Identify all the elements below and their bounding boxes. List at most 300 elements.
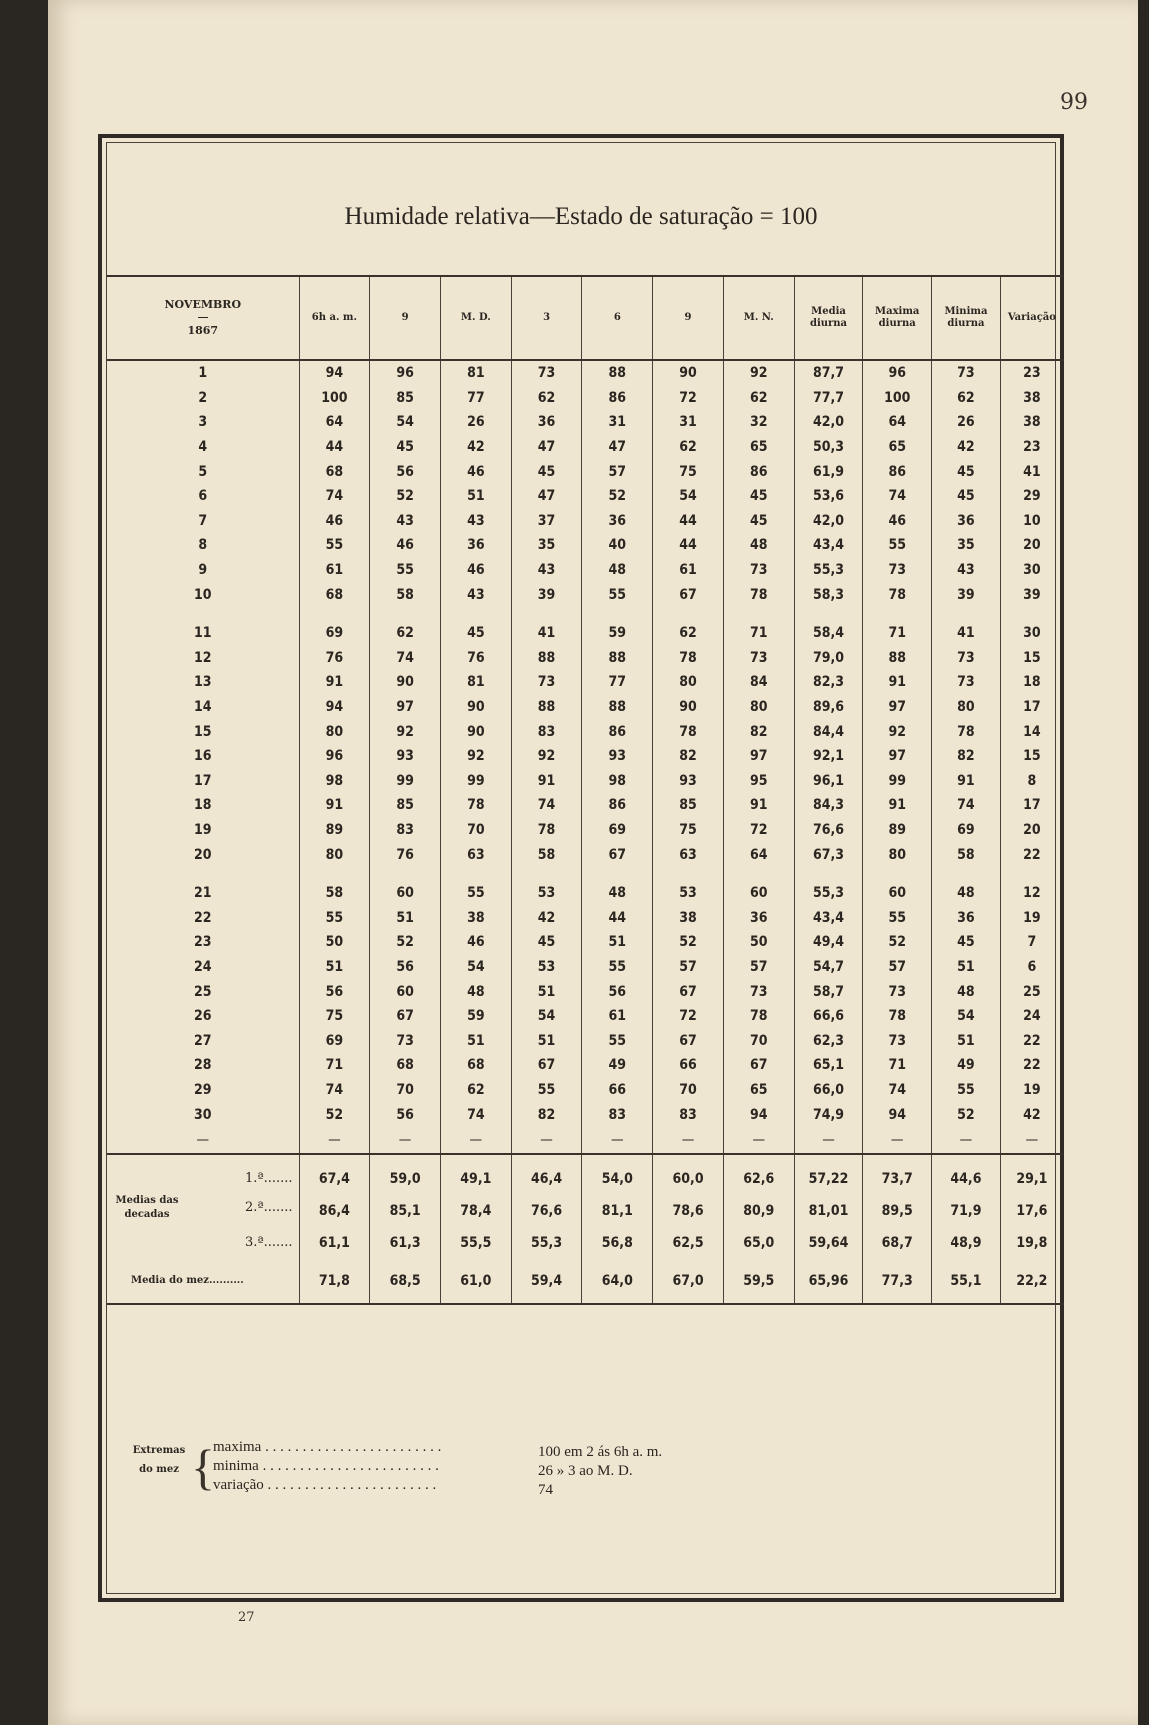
value-cell: 44: [653, 509, 724, 534]
separator-cell: [932, 1304, 1001, 1311]
separator-cell: [653, 1304, 724, 1311]
value-cell: 85: [370, 386, 441, 411]
value-cell: 54,0: [582, 1163, 653, 1195]
value-cell: 42,0: [794, 509, 863, 534]
value-cell: 31: [582, 410, 653, 435]
value-cell: 67,4: [299, 1163, 370, 1195]
value-cell: 36: [932, 905, 1001, 930]
value-cell: 51: [932, 955, 1001, 980]
value-cell: 58,3: [794, 582, 863, 607]
value-cell: 43: [511, 558, 582, 583]
value-cell: 67: [653, 582, 724, 607]
separator-cell: [932, 1154, 1001, 1163]
day-cell: 9: [198, 562, 208, 579]
value-cell: 99: [440, 769, 511, 794]
value-cell: 59: [582, 621, 653, 646]
table-row: [107, 558, 1063, 583]
value-cell: 81,1: [582, 1195, 653, 1227]
value-cell: 83: [582, 1102, 653, 1127]
value-cell: 53: [653, 881, 724, 906]
value-cell: 77: [582, 670, 653, 695]
extreme-value: 100 em 2 ás 6h a. m.: [538, 1444, 663, 1460]
value-cell: 18: [1000, 670, 1063, 695]
value-cell: 40: [582, 533, 653, 558]
value-cell: 96: [299, 744, 370, 769]
value-cell: 82,3: [794, 670, 863, 695]
value-cell: 66: [582, 1078, 653, 1103]
value-cell: 70: [723, 1028, 794, 1053]
table-row: [107, 1053, 1063, 1078]
brace-icon: {: [191, 1439, 215, 1495]
value-cell: 80,9: [723, 1195, 794, 1227]
value-cell: 67: [511, 1053, 582, 1078]
col-header: Media diurna: [794, 276, 863, 360]
day-cell: 20: [193, 846, 212, 863]
col-header: Variação: [1000, 276, 1063, 360]
value-cell: 54: [653, 484, 724, 509]
value-cell: 86: [723, 459, 794, 484]
value-cell: 69: [582, 818, 653, 843]
dash-row: [107, 1127, 1063, 1154]
decade-label: [107, 1195, 299, 1227]
value-cell: 78,4: [440, 1195, 511, 1227]
value-cell: 70: [653, 1078, 724, 1103]
value-cell: 96: [370, 360, 441, 386]
value-cell: 44,6: [932, 1163, 1001, 1195]
value-cell: 54: [932, 1004, 1001, 1029]
dash-cell: —: [863, 1127, 932, 1154]
value-cell: 39: [511, 582, 582, 607]
value-cell: 51: [299, 955, 370, 980]
separator-cell: [582, 1154, 653, 1163]
value-cell: 59: [440, 1004, 511, 1029]
value-cell: 62,6: [723, 1163, 794, 1195]
value-cell: 36: [511, 410, 582, 435]
value-cell: 59,5: [723, 1259, 794, 1304]
value-cell: 62,3: [794, 1028, 863, 1053]
value-cell: 41: [932, 621, 1001, 646]
value-cell: 43: [440, 582, 511, 607]
day-cell: 25: [193, 983, 212, 1000]
value-cell: 46,4: [511, 1163, 582, 1195]
spacer-cell: [863, 607, 932, 621]
value-cell: 36: [932, 509, 1001, 534]
value-cell: 29: [1000, 484, 1063, 509]
value-cell: 52: [653, 930, 724, 955]
month-mean-label: Media do mez..........: [131, 1275, 244, 1287]
day-cell: 12: [193, 649, 212, 666]
separator-cell: [863, 1154, 932, 1163]
value-cell: 88: [582, 695, 653, 720]
value-cell: 51: [440, 484, 511, 509]
value-cell: 73: [863, 558, 932, 583]
value-cell: 46: [440, 558, 511, 583]
value-cell: 47: [511, 484, 582, 509]
value-cell: 73: [511, 360, 582, 386]
table-row: [107, 955, 1063, 980]
value-cell: 93: [370, 744, 441, 769]
value-cell: 91: [863, 670, 932, 695]
value-cell: 78: [653, 646, 724, 671]
value-cell: 65: [723, 435, 794, 460]
value-cell: 44: [653, 533, 724, 558]
value-cell: 64: [723, 842, 794, 867]
value-cell: 90: [440, 719, 511, 744]
value-cell: 76,6: [794, 818, 863, 843]
day-cell: 26: [193, 1008, 212, 1025]
value-cell: 17,6: [1000, 1195, 1063, 1227]
value-cell: 43: [370, 509, 441, 534]
value-cell: 89,6: [794, 695, 863, 720]
day-cell: 7: [198, 512, 208, 529]
dash-cell: —: [794, 1127, 863, 1154]
value-cell: 55: [863, 533, 932, 558]
day-cell: 2: [198, 389, 208, 406]
table-row: [107, 930, 1063, 955]
table-row: [107, 744, 1063, 769]
table-row: [107, 769, 1063, 794]
value-cell: 81: [440, 360, 511, 386]
table-row: [107, 1078, 1063, 1103]
value-cell: 72: [653, 1004, 724, 1029]
page-number: 99: [1060, 90, 1088, 115]
spacer-cell: [299, 607, 370, 621]
value-cell: 82: [511, 1102, 582, 1127]
separator-cell: [511, 1304, 582, 1311]
value-cell: 48: [723, 533, 794, 558]
table-row: [107, 509, 1063, 534]
col-header: 9: [370, 276, 441, 360]
value-cell: 82: [932, 744, 1001, 769]
value-cell: 52: [299, 1102, 370, 1127]
value-cell: 80: [299, 842, 370, 867]
day-cell: 15: [193, 723, 212, 740]
month-header: [107, 276, 299, 360]
spacer-cell: [107, 867, 299, 881]
value-cell: 19: [1000, 905, 1063, 930]
value-cell: 73: [932, 670, 1001, 695]
value-cell: 60: [370, 979, 441, 1004]
value-cell: 61,1: [299, 1227, 370, 1259]
value-cell: 90: [440, 695, 511, 720]
value-cell: 61,0: [440, 1259, 511, 1304]
dash-cell: —: [723, 1127, 794, 1154]
day-cell: 23: [193, 934, 212, 951]
value-cell: 45: [932, 484, 1001, 509]
value-cell: 59,4: [511, 1259, 582, 1304]
value-cell: 68: [299, 459, 370, 484]
value-cell: 46: [370, 533, 441, 558]
value-cell: 64: [299, 410, 370, 435]
spacer-cell: [932, 607, 1001, 621]
spacer-cell: [653, 607, 724, 621]
value-cell: 36: [440, 533, 511, 558]
value-cell: 56: [299, 979, 370, 1004]
day-cell: 29: [193, 1081, 212, 1098]
spacer-row: [107, 867, 1063, 881]
value-cell: 86,4: [299, 1195, 370, 1227]
value-cell: 92: [440, 744, 511, 769]
separator-cell: [582, 1304, 653, 1311]
value-cell: 59,0: [370, 1163, 441, 1195]
value-cell: 100: [863, 386, 932, 411]
col-header: 6h a. m.: [299, 276, 370, 360]
value-cell: 71: [299, 1053, 370, 1078]
value-cell: 65: [863, 435, 932, 460]
value-cell: 68,5: [370, 1259, 441, 1304]
value-cell: 99: [370, 769, 441, 794]
value-cell: 50: [299, 930, 370, 955]
value-cell: 38: [653, 905, 724, 930]
separator-cell: [1000, 1304, 1063, 1311]
value-cell: 80: [299, 719, 370, 744]
value-cell: 38: [1000, 410, 1063, 435]
spacer-cell: [723, 867, 794, 881]
day-cell: 18: [193, 797, 212, 814]
day-cell: 11: [193, 625, 212, 642]
value-cell: 90: [653, 695, 724, 720]
dash-cell: —: [196, 1131, 210, 1148]
value-cell: 45: [932, 459, 1001, 484]
month-mean-row: [107, 1259, 1063, 1304]
spacer-cell: [794, 867, 863, 881]
dash-cell: —: [1000, 1127, 1063, 1154]
value-cell: 74: [863, 484, 932, 509]
value-cell: 36: [723, 905, 794, 930]
separator-row: [107, 1304, 1063, 1311]
value-cell: 60: [723, 881, 794, 906]
value-cell: 88: [511, 646, 582, 671]
value-cell: 68: [370, 1053, 441, 1078]
separator-cell: [794, 1304, 863, 1311]
value-cell: 22: [1000, 842, 1063, 867]
value-cell: 42: [932, 435, 1001, 460]
value-cell: 45: [440, 621, 511, 646]
value-cell: 89: [299, 818, 370, 843]
value-cell: 47: [511, 435, 582, 460]
value-cell: 41: [511, 621, 582, 646]
value-cell: 7: [1000, 930, 1063, 955]
spacer-cell: [582, 607, 653, 621]
value-cell: 49,1: [440, 1163, 511, 1195]
day-cell: 21: [193, 885, 212, 902]
value-cell: 44: [582, 905, 653, 930]
value-cell: 65: [723, 1078, 794, 1103]
decade-label: 3.ª.......: [244, 1235, 293, 1251]
value-cell: 91: [863, 793, 932, 818]
value-cell: 94: [863, 1102, 932, 1127]
value-cell: 26: [440, 410, 511, 435]
value-cell: 23: [1000, 360, 1063, 386]
value-cell: 58: [370, 582, 441, 607]
header-row: [107, 276, 1063, 360]
value-cell: 67: [723, 1053, 794, 1078]
value-cell: 62,5: [653, 1227, 724, 1259]
value-cell: 45: [511, 459, 582, 484]
spacer-cell: [863, 867, 932, 881]
value-cell: 51: [582, 930, 653, 955]
value-cell: 88: [582, 360, 653, 386]
extremes-label-text: Extremas do mez: [132, 1445, 186, 1475]
value-cell: 74,9: [794, 1102, 863, 1127]
day-cell: 16: [193, 748, 212, 765]
separator-cell: [107, 1154, 299, 1163]
value-cell: 97: [863, 744, 932, 769]
value-cell: 74: [370, 646, 441, 671]
value-cell: 62: [653, 435, 724, 460]
separator-cell: [440, 1304, 511, 1311]
value-cell: 75: [299, 1004, 370, 1029]
value-cell: 52: [370, 930, 441, 955]
value-cell: 45: [723, 484, 794, 509]
value-cell: 55: [582, 955, 653, 980]
table-row: [107, 695, 1063, 720]
table-row: [107, 533, 1063, 558]
value-cell: 50,3: [794, 435, 863, 460]
value-cell: 74: [299, 484, 370, 509]
col-header: Minima diurna: [932, 276, 1001, 360]
table-row: [107, 842, 1063, 867]
value-cell: 24: [1000, 1004, 1063, 1029]
value-cell: 82: [723, 719, 794, 744]
value-cell: 66,6: [794, 1004, 863, 1029]
value-cell: 98: [299, 769, 370, 794]
value-cell: 100: [299, 386, 370, 411]
value-cell: 62: [440, 1078, 511, 1103]
value-cell: 73,7: [863, 1163, 932, 1195]
value-cell: 73: [723, 558, 794, 583]
value-cell: 78: [723, 582, 794, 607]
value-cell: 97: [863, 695, 932, 720]
value-cell: 22: [1000, 1028, 1063, 1053]
value-cell: 17: [1000, 793, 1063, 818]
value-cell: 74: [299, 1078, 370, 1103]
year-label: 1867: [109, 325, 297, 337]
value-cell: 78: [932, 719, 1001, 744]
value-cell: 48: [582, 558, 653, 583]
value-cell: 19: [1000, 1078, 1063, 1103]
table-row: [107, 881, 1063, 906]
value-cell: 54,7: [794, 955, 863, 980]
value-cell: 61: [582, 1004, 653, 1029]
separator-cell: [107, 1304, 299, 1311]
value-cell: 46: [440, 459, 511, 484]
value-cell: 42: [440, 435, 511, 460]
value-cell: 67: [582, 842, 653, 867]
value-cell: 80: [932, 695, 1001, 720]
value-cell: 31: [653, 410, 724, 435]
col-header: M. N.: [723, 276, 794, 360]
value-cell: 78: [511, 818, 582, 843]
value-cell: 60: [863, 881, 932, 906]
table-row: [107, 979, 1063, 1004]
value-cell: 43: [440, 509, 511, 534]
value-cell: 30: [1000, 621, 1063, 646]
value-cell: 91: [511, 769, 582, 794]
value-cell: 48,9: [932, 1227, 1001, 1259]
day-cell: 4: [198, 439, 208, 456]
value-cell: 56: [370, 1102, 441, 1127]
dash-cell: —: [370, 1127, 441, 1154]
table-row: [107, 905, 1063, 930]
value-cell: 91: [299, 670, 370, 695]
value-cell: 29,1: [1000, 1163, 1063, 1195]
decade-group-label: Medias das decadas: [115, 1194, 179, 1220]
value-cell: 87,7: [794, 360, 863, 386]
value-cell: 73: [370, 1028, 441, 1053]
value-cell: 92,1: [794, 744, 863, 769]
value-cell: 75: [653, 818, 724, 843]
dash-cell: —: [299, 1127, 370, 1154]
table-row: [107, 818, 1063, 843]
value-cell: 86: [863, 459, 932, 484]
value-cell: 77,7: [794, 386, 863, 411]
value-cell: 86: [582, 793, 653, 818]
month-label: NOVEMBRO: [164, 298, 242, 311]
value-cell: 60,0: [653, 1163, 724, 1195]
value-cell: 45: [511, 930, 582, 955]
separator-cell: [511, 1154, 582, 1163]
value-cell: 89,5: [863, 1195, 932, 1227]
spacer-cell: [370, 607, 441, 621]
table-row: [107, 646, 1063, 671]
spacer-cell: [370, 867, 441, 881]
extreme-row: [213, 1458, 633, 1477]
value-cell: 65,0: [723, 1227, 794, 1259]
separator-cell: [299, 1304, 370, 1311]
value-cell: 36: [582, 509, 653, 534]
value-cell: 92: [511, 744, 582, 769]
value-cell: 90: [370, 670, 441, 695]
value-cell: 55: [932, 1078, 1001, 1103]
dash-cell: —: [932, 1127, 1001, 1154]
value-cell: 61: [653, 558, 724, 583]
value-cell: 54: [511, 1004, 582, 1029]
value-cell: 71,8: [299, 1259, 370, 1304]
value-cell: 71: [723, 621, 794, 646]
value-cell: 58: [932, 842, 1001, 867]
value-cell: 92: [863, 719, 932, 744]
value-cell: 54: [370, 410, 441, 435]
value-cell: 67,0: [653, 1259, 724, 1304]
separator-cell: [370, 1154, 441, 1163]
value-cell: 97: [723, 744, 794, 769]
value-cell: 62: [653, 621, 724, 646]
value-cell: 84,3: [794, 793, 863, 818]
value-cell: 92: [723, 360, 794, 386]
value-cell: 35: [932, 533, 1001, 558]
document-page: [48, 0, 1138, 1725]
day-cell: 10: [193, 586, 212, 603]
value-cell: 76,6: [511, 1195, 582, 1227]
value-cell: 76: [370, 842, 441, 867]
value-cell: 86: [582, 386, 653, 411]
value-cell: 67: [653, 979, 724, 1004]
table-row: [107, 386, 1063, 411]
dash-cell: —: [582, 1127, 653, 1154]
table-row: [107, 435, 1063, 460]
value-cell: 17: [1000, 695, 1063, 720]
value-cell: 72: [723, 818, 794, 843]
value-cell: 73: [511, 670, 582, 695]
value-cell: 43,4: [794, 533, 863, 558]
value-cell: 69: [932, 818, 1001, 843]
value-cell: 89: [863, 818, 932, 843]
extreme-label: maxima . . . . . . . . . . . . . . . . . . . . . . . .: [213, 1439, 442, 1455]
value-cell: 30: [1000, 558, 1063, 583]
value-cell: 91: [723, 793, 794, 818]
value-cell: 42,0: [794, 410, 863, 435]
